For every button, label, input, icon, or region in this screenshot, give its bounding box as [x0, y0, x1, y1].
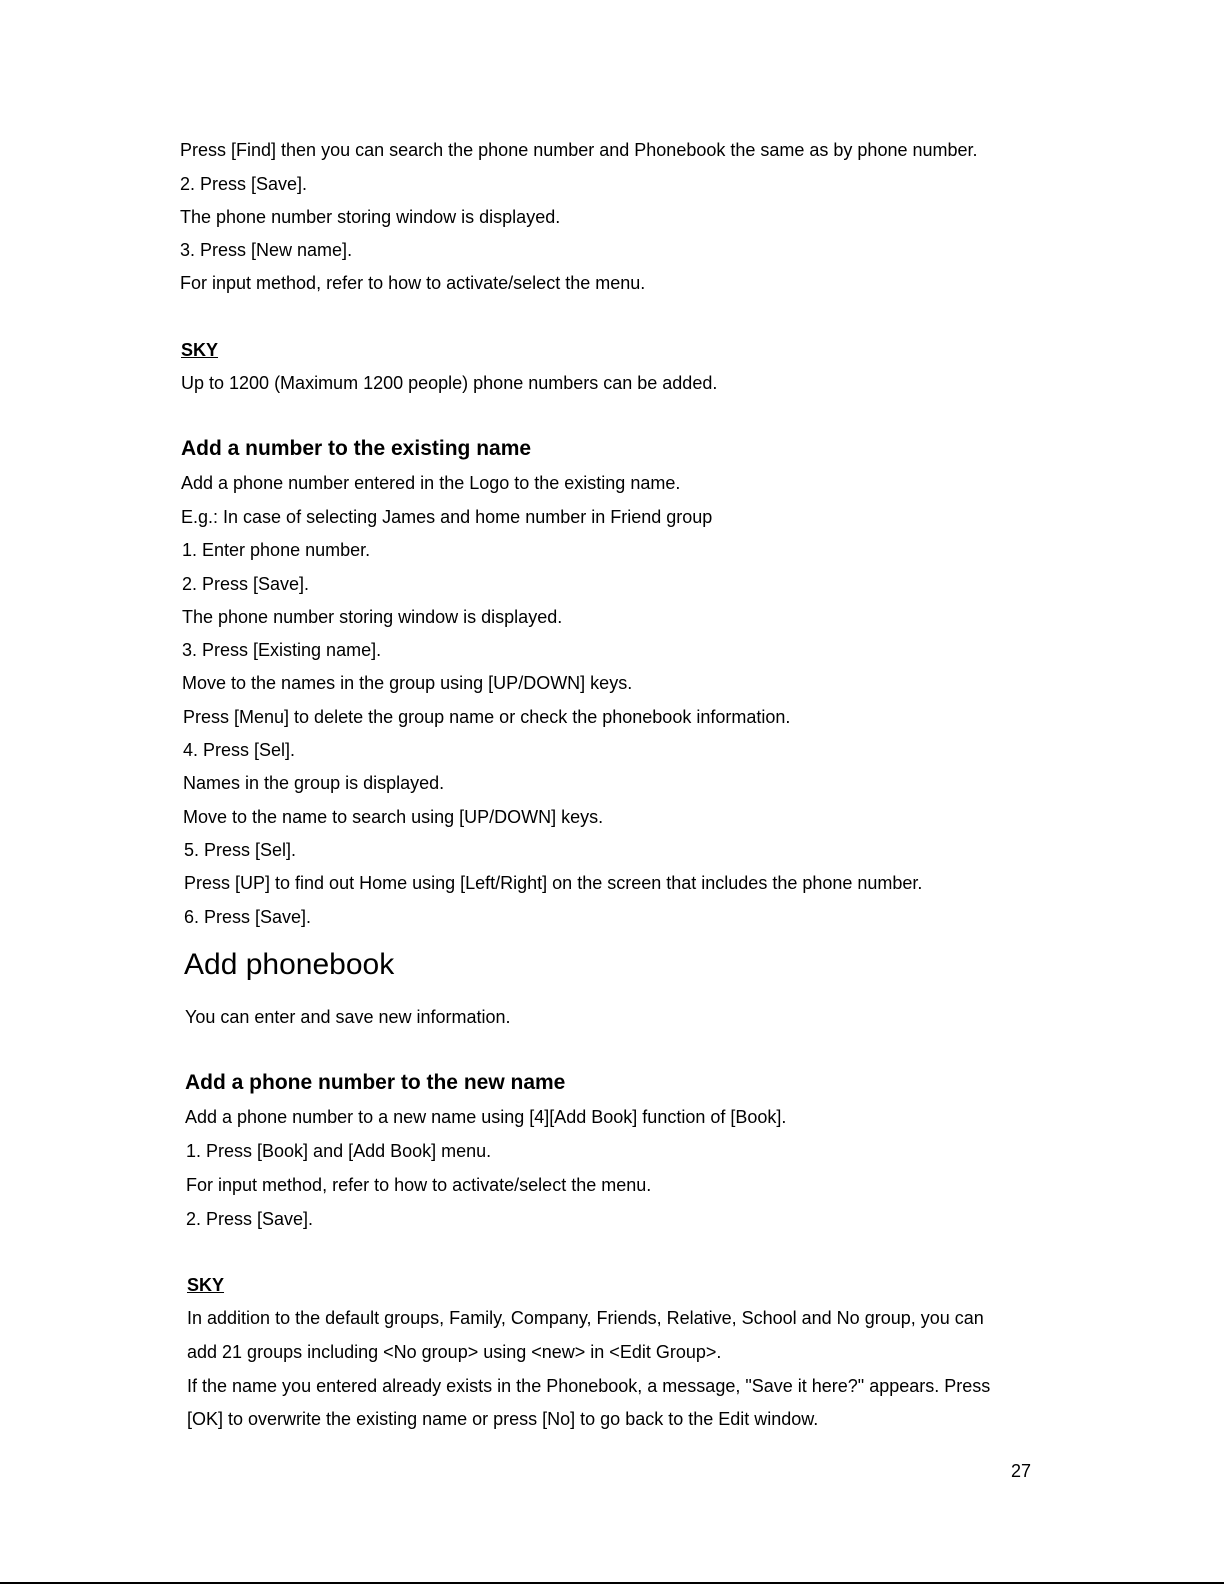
text-line: Press [Menu] to delete the group name or check the phonebook information.: [183, 707, 791, 727]
text-line: 6. Press [Save].: [184, 907, 312, 927]
text-line: 4. Press [Sel].: [183, 740, 296, 760]
text-line: 3. Press [New name].: [180, 240, 353, 260]
text-line: For input method, refer to how to activate/select the menu.: [180, 273, 646, 293]
text-line: 2. Press [Save].: [180, 174, 308, 194]
sky-label: SKY: [181, 340, 219, 360]
text-line: Move to the name to search using [UP/DOWN] keys.: [183, 807, 604, 827]
sky-note: [OK] to overwrite the existing name or press [No] to go back to the Edit window.: [187, 1409, 819, 1429]
sky-label: SKY: [187, 1275, 225, 1295]
text-line: The phone number storing window is displayed.: [182, 607, 563, 627]
text-line: Move to the names in the group using [UP/DOWN] keys.: [182, 673, 633, 693]
text-line: 2. Press [Save].: [186, 1209, 314, 1229]
text-line: 3. Press [Existing name].: [182, 640, 382, 660]
section-heading: Add a number to the existing name: [181, 437, 532, 460]
section-heading: Add a phone number to the new name: [185, 1071, 566, 1094]
text-line: 5. Press [Sel].: [184, 840, 297, 860]
text-line: 1. Enter phone number.: [182, 540, 371, 560]
sky-note: In addition to the default groups, Family, Company, Friends, Relative, School and No group, you can: [187, 1308, 984, 1328]
sky-note: If the name you entered already exists in the Phonebook, a message, "Save it here?" appears. Press: [187, 1376, 991, 1396]
text-line: E.g.: In case of selecting James and home number in Friend group: [181, 507, 713, 527]
sky-note: add 21 groups including <No group> using <new> in <Edit Group>.: [187, 1342, 722, 1362]
sky-note: Up to 1200 (Maximum 1200 people) phone numbers can be added.: [181, 373, 718, 393]
page-number: 27: [1011, 1461, 1032, 1481]
text-line: Press [Find] then you can search the phone number and Phonebook the same as by phone number.: [180, 140, 978, 160]
text-line: Press [UP] to find out Home using [Left/Right] on the screen that includes the phone number.: [184, 873, 923, 893]
intro-text: You can enter and save new information.: [185, 1007, 511, 1027]
text-line: Add a phone number to a new name using [4][Add Book] function of [Book].: [185, 1107, 787, 1127]
text-line: For input method, refer to how to activate/select the menu.: [186, 1175, 652, 1195]
page-title: Add phonebook: [184, 948, 395, 981]
text-line: Add a phone number entered in the Logo to the existing name.: [181, 473, 681, 493]
text-line: 1. Press [Book] and [Add Book] menu.: [186, 1141, 492, 1161]
text-line: Names in the group is displayed.: [183, 773, 445, 793]
text-line: The phone number storing window is displayed.: [180, 207, 561, 227]
text-line: 2. Press [Save].: [182, 574, 310, 594]
